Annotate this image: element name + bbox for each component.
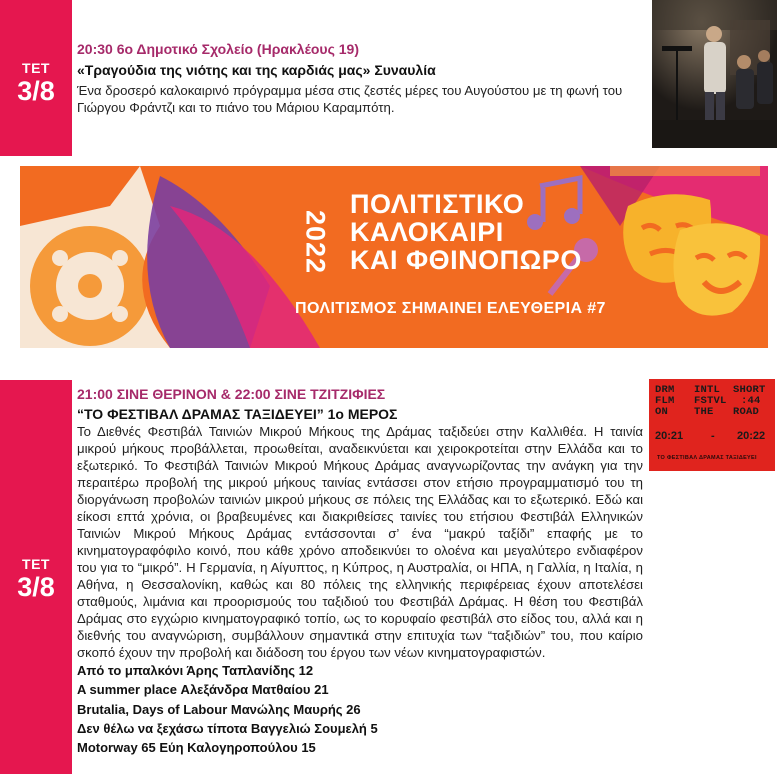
event2-headline: 21:00 ΣΙΝΕ ΘΕΡΙΝΟΝ & 22:00 ΣΙΝΕ ΤΖΙΤΖΙΦΙΕΣ (77, 386, 386, 402)
banner-year: 2022 (300, 209, 331, 275)
poster-word: ROAD (733, 406, 760, 418)
festival-poster (649, 379, 775, 471)
banner-title-line: ΚΑΛΟΚΑΙΡΙ (350, 217, 504, 247)
list-item: Από το μπαλκόνι Άρης Ταπλανίδης 12 (77, 663, 314, 678)
poster-word: DRM (655, 384, 675, 396)
event2-date: 3/8 (17, 572, 55, 602)
event2-date-tab (0, 380, 72, 774)
film-list (77, 661, 378, 757)
event2-day: ΤΕΤ (22, 556, 50, 572)
poster-year-dash: - (711, 430, 715, 442)
concert-photo (652, 0, 777, 148)
poster-caption: ΤΟ ΦΕΣΤΙΒΑΛ ΔΡΑΜΑΣ ΤΑΞΙΔΕΥΕΙ (657, 455, 757, 461)
summer-festival-banner (20, 166, 768, 348)
poster-word: FLM (655, 395, 675, 407)
event1-description: Ένα δροσερό καλοκαιρινό πρόγραμμα μέσα στις ζεστές μέρες του Αυγούστου με τη φωνή του Γιώργου Φράντζι και το πιάνο του Μάριου Καραμπότη. (77, 83, 623, 115)
poster-word: THE (694, 406, 714, 418)
poster-word: ON (655, 406, 669, 418)
event1-day: ΤΕΤ (22, 60, 50, 76)
event1-date-tab (0, 0, 72, 156)
list-item: A summer place Αλεξάνδρα Ματθαίου 21 (77, 682, 329, 698)
event1-date: 3/8 (17, 76, 55, 106)
list-item: Brutalia, Days of Labour Μανώλης Μαυρής 26 (77, 701, 361, 717)
concert-photo-image (652, 0, 777, 148)
banner-title-line: ΠΟΛΙΤΙΣΤΙΚΟ (350, 189, 525, 219)
event1-title: «Τραγούδια της νιότης και της καρδιάς μας» Συναυλία (77, 62, 436, 78)
event2-title: “ΤΟ ΦΕΣΤΙΒΑΛ ΔΡΑΜΑΣ ΤΑΞΙΔΕΥΕΙ” 1ο ΜΕΡΟΣ (77, 406, 398, 422)
event2-description: Το Διεθνές Φεστιβάλ Ταινιών Μικρού Μήκους της Δράμας ταξιδεύει στην Καλλιθέα. Η ταινία μικρού μήκους προβάλλεται, προωθείται, αναδεικνύεται και χειροκροτείται στην Ελλάδα και το εξωτερικό. Το Φεστιβάλ Ταινιών Μικρού Μήκους Δράμας αναγνωρίζοντας την ανάγκη για την περαιτέρω προβολή της μικρού μήκους ταινίας εντάσσει στον ετήσιο προγραμματισμό του τη διοργάνωση προβολών ταινιών μικρού μήκους σε πόλεις της Ελλάδας και το εξωτερικό. Εδώ και είκοσι επτά χρόνια, οι βραβευμένες και διακριθείσες ταινίες του ετήσιου Φεστιβάλ Ελληνικών Ταινιών Μικρού Μήκους Δράμας εντάσσονται σ’ ένα “μακρύ ταξίδι” επαφής με το κινηματογραφόφιλο κοινό, που κάθε χρόνο αποδεικνύει το ολοένα και μεγαλύτερο ενδιαφέρον του για το “μικρό”. Η Γερμανία, η Αίγυπτος, η Κύπρος, η Αυστραλία, οι ΗΠΑ, η Γαλλία, η Ιταλία, η Αθήνα, η Θεσσαλονίκη, καθώς και 80 πόλεις της ελληνικής περιφέρειας έχουν αποτελέσει σταθμούς, λιμάνια και προορισμούς του ταξιδιού του Φεστιβάλ Δράμας. Η θέση του Φεστιβάλ Δράμας στο εγχώριο κινηματογραφικό τοπίο, ως το κορυφαίο φεστιβάλ στο είδος του, αλλά και η διεθνής του αναγνώριση, συμβάλλουν σημαντικά στην επιτυχία των “ταξιδιών” του, που καίριο σκοπό έχουν την προβολή και διάδοση του έργου των νέων κινηματογραφιστών. (77, 424, 643, 660)
event1-headline: 20:30 6ο Δημοτικό Σχολείο (Ηρακλέους 19) (77, 41, 359, 57)
poster-word: INTL (694, 384, 721, 396)
film-strip-icon (610, 166, 760, 176)
poster-word: :44 (741, 395, 761, 407)
poster-year-start: 20:21 (655, 430, 684, 442)
list-item: Motorway 65 Εύη Καλογηροπούλου 15 (77, 740, 316, 756)
banner-motto: ΠΟΛΙΤΙΣΜΟΣ ΣΗΜΑΙΝΕΙ ΕΛΕΥΘΕΡΙΑ #7 (295, 300, 606, 317)
poster-word: FSTVL (694, 395, 727, 407)
banner-title-line: ΚΑΙ ΦΘΙΝΟΠΩΡΟ (350, 245, 582, 275)
poster-word: SHORT (733, 384, 766, 396)
poster-year-end: 20:22 (737, 430, 766, 442)
list-item: Δεν θέλω να ξεχάσω τίποτα Βαγγελιώ Σουμελή 5 (77, 720, 378, 736)
banner-title (350, 190, 582, 274)
